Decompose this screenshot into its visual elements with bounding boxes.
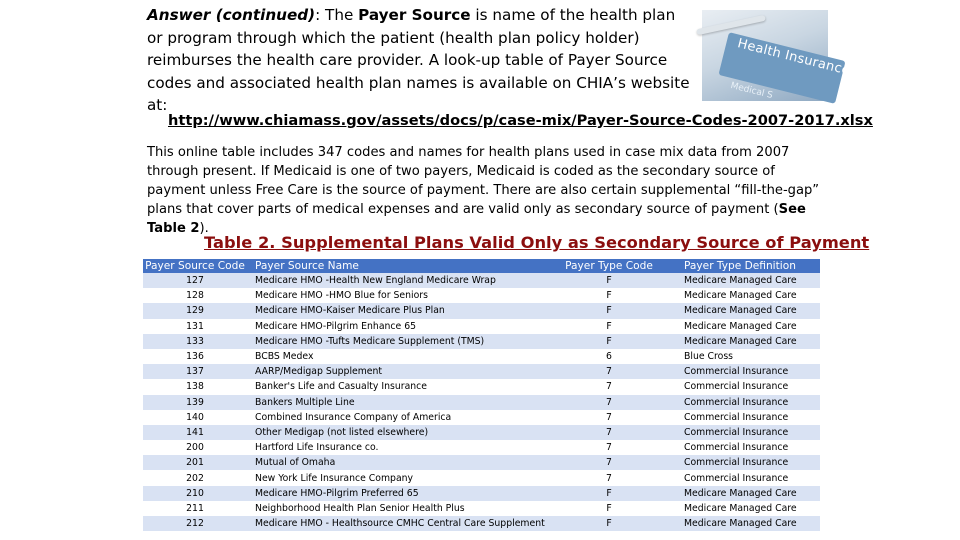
cell-payer-type-definition: Commercial Insurance	[669, 470, 820, 485]
cell-payer-source-code: 128	[143, 288, 247, 303]
supplemental-plans-table	[143, 259, 820, 531]
table-row	[143, 334, 820, 349]
table-row	[143, 486, 820, 501]
cell-payer-type-definition: Medicare Managed Care	[669, 486, 820, 501]
table-row	[143, 470, 820, 485]
cell-payer-type-code: 7	[549, 410, 669, 425]
intro-term: Payer Source	[358, 6, 471, 24]
cell-payer-type-code: F	[549, 273, 669, 288]
cell-payer-source-code: 138	[143, 379, 247, 394]
cell-payer-source-code: 137	[143, 364, 247, 379]
header-payer-type-code: Payer Type Code	[549, 259, 669, 273]
table-row	[143, 319, 820, 334]
cell-payer-type-code: 7	[549, 425, 669, 440]
cell-payer-source-name: Combined Insurance Company of America	[247, 410, 549, 425]
cell-payer-source-name: Mutual of Omaha	[247, 455, 549, 470]
cell-payer-type-code: 7	[549, 364, 669, 379]
table-row	[143, 349, 820, 364]
cell-payer-type-code: F	[549, 516, 669, 531]
cell-payer-type-code: 7	[549, 440, 669, 455]
cell-payer-source-name: Medicare HMO -Tufts Medicare Supplement (TMS)	[247, 334, 549, 349]
cell-payer-source-code: 136	[143, 349, 247, 364]
cell-payer-source-name: Medicare HMO - Healthsource CMHC Central Care Supplement	[247, 516, 549, 531]
cell-payer-source-code: 202	[143, 470, 247, 485]
cell-payer-type-definition: Medicare Managed Care	[669, 303, 820, 318]
cell-payer-source-code: 200	[143, 440, 247, 455]
description-end: ).	[199, 221, 209, 236]
cell-payer-type-definition: Commercial Insurance	[669, 440, 820, 455]
cell-payer-source-code: 140	[143, 410, 247, 425]
cell-payer-source-name: New York Life Insurance Company	[247, 470, 549, 485]
table-row	[143, 288, 820, 303]
cell-payer-type-code: F	[549, 486, 669, 501]
cell-payer-source-name: Neighborhood Health Plan Senior Health Plus	[247, 501, 549, 516]
cell-payer-type-definition: Commercial Insurance	[669, 379, 820, 394]
cell-payer-source-name: Medicare HMO -HMO Blue for Seniors	[247, 288, 549, 303]
cell-payer-source-name: BCBS Medex	[247, 349, 549, 364]
table-row	[143, 425, 820, 440]
cell-payer-type-definition: Medicare Managed Care	[669, 288, 820, 303]
cell-payer-source-code: 131	[143, 319, 247, 334]
table-row	[143, 440, 820, 455]
intro-text-1: : The	[315, 6, 359, 24]
cell-payer-source-code: 127	[143, 273, 247, 288]
table-row	[143, 516, 820, 531]
cell-payer-type-code: F	[549, 288, 669, 303]
cell-payer-source-name: Medicare HMO -Health New England Medicare Wrap	[247, 273, 549, 288]
photo-subcaption: Medical S	[729, 80, 774, 102]
description-paragraph	[147, 143, 837, 238]
cell-payer-source-name: Hartford Life Insurance co.	[247, 440, 549, 455]
cell-payer-source-name: Medicare HMO-Kaiser Medicare Plus Plan	[247, 303, 549, 318]
cell-payer-source-code: 141	[143, 425, 247, 440]
cell-payer-type-code: F	[549, 319, 669, 334]
header-payer-source-name: Payer Source Name	[247, 259, 549, 273]
cell-payer-type-definition: Commercial Insurance	[669, 455, 820, 470]
cell-payer-source-code: 133	[143, 334, 247, 349]
cell-payer-type-code: 7	[549, 395, 669, 410]
cell-payer-type-definition: Commercial Insurance	[669, 410, 820, 425]
cell-payer-type-code: F	[549, 501, 669, 516]
cell-payer-source-code: 210	[143, 486, 247, 501]
table-caption: Table 2. Supplemental Plans Valid Only as Secondary Source of Payment	[204, 233, 870, 252]
table-row	[143, 364, 820, 379]
cell-payer-source-name: Banker's Life and Casualty Insurance	[247, 379, 549, 394]
table-row	[143, 395, 820, 410]
cell-payer-source-name: AARP/Medigap Supplement	[247, 364, 549, 379]
photo-caption: Health Insurance	[735, 36, 852, 79]
cell-payer-source-code: 129	[143, 303, 247, 318]
cell-payer-type-code: 7	[549, 470, 669, 485]
cell-payer-type-definition: Blue Cross	[669, 349, 820, 364]
intro-text-2: is name of the health plan or program through which the patient (health plan policy holder) reimburses the health care provider. A look-up table of Payer Source codes and associated health plan names is available on CHIA’s website at:	[147, 6, 690, 114]
cell-payer-source-code: 211	[143, 501, 247, 516]
intro-label: Answer (continued)	[147, 6, 316, 24]
cell-payer-source-name: Bankers Multiple Line	[247, 395, 549, 410]
cell-payer-source-name: Other Medigap (not listed elsewhere)	[247, 425, 549, 440]
cell-payer-type-definition: Commercial Insurance	[669, 364, 820, 379]
table-row	[143, 273, 820, 288]
payer-source-codes-link[interactable]: http://www.chiamass.gov/assets/docs/p/case-mix/Payer-Source-Codes-2007-2017.xlsx	[168, 112, 873, 129]
cell-payer-source-name: Medicare HMO-Pilgrim Preferred 65	[247, 486, 549, 501]
cell-payer-source-name: Medicare HMO-Pilgrim Enhance 65	[247, 319, 549, 334]
cell-payer-type-definition: Commercial Insurance	[669, 395, 820, 410]
table-row	[143, 379, 820, 394]
cell-payer-type-code: 7	[549, 379, 669, 394]
header-payer-type-definition: Payer Type Definition	[669, 259, 820, 273]
table-header-row	[143, 259, 820, 273]
cell-payer-type-code: F	[549, 334, 669, 349]
table-row	[143, 410, 820, 425]
cell-payer-source-code: 212	[143, 516, 247, 531]
cell-payer-source-code: 139	[143, 395, 247, 410]
intro-paragraph	[147, 4, 692, 117]
cell-payer-source-code: 201	[143, 455, 247, 470]
description-bold: See Table 2	[147, 202, 806, 236]
cell-payer-type-definition: Medicare Managed Care	[669, 501, 820, 516]
cell-payer-type-definition: Medicare Managed Care	[669, 516, 820, 531]
cell-payer-type-definition: Medicare Managed Care	[669, 334, 820, 349]
cell-payer-type-code: 7	[549, 455, 669, 470]
cell-payer-type-definition: Medicare Managed Care	[669, 319, 820, 334]
cell-payer-type-definition: Medicare Managed Care	[669, 273, 820, 288]
cell-payer-type-code: F	[549, 303, 669, 318]
table-row	[143, 303, 820, 318]
header-payer-source-code: Payer Source Code	[143, 259, 247, 273]
description-text: This online table includes 347 codes and names for health plans used in case mix data from 2007 through present. If Medicaid is one of two payers, Medicaid is coded as the secondary source of payment unless Free Care is the source of payment. There are also certain supplemental “fill-the-gap” plans that cover parts of medical expenses and are valid only as secondary source of payment (	[147, 145, 820, 217]
table-body	[143, 273, 820, 531]
cell-payer-type-definition: Commercial Insurance	[669, 425, 820, 440]
health-insurance-photo	[702, 10, 852, 102]
cell-payer-type-code: 6	[549, 349, 669, 364]
table-row	[143, 501, 820, 516]
table-row	[143, 455, 820, 470]
